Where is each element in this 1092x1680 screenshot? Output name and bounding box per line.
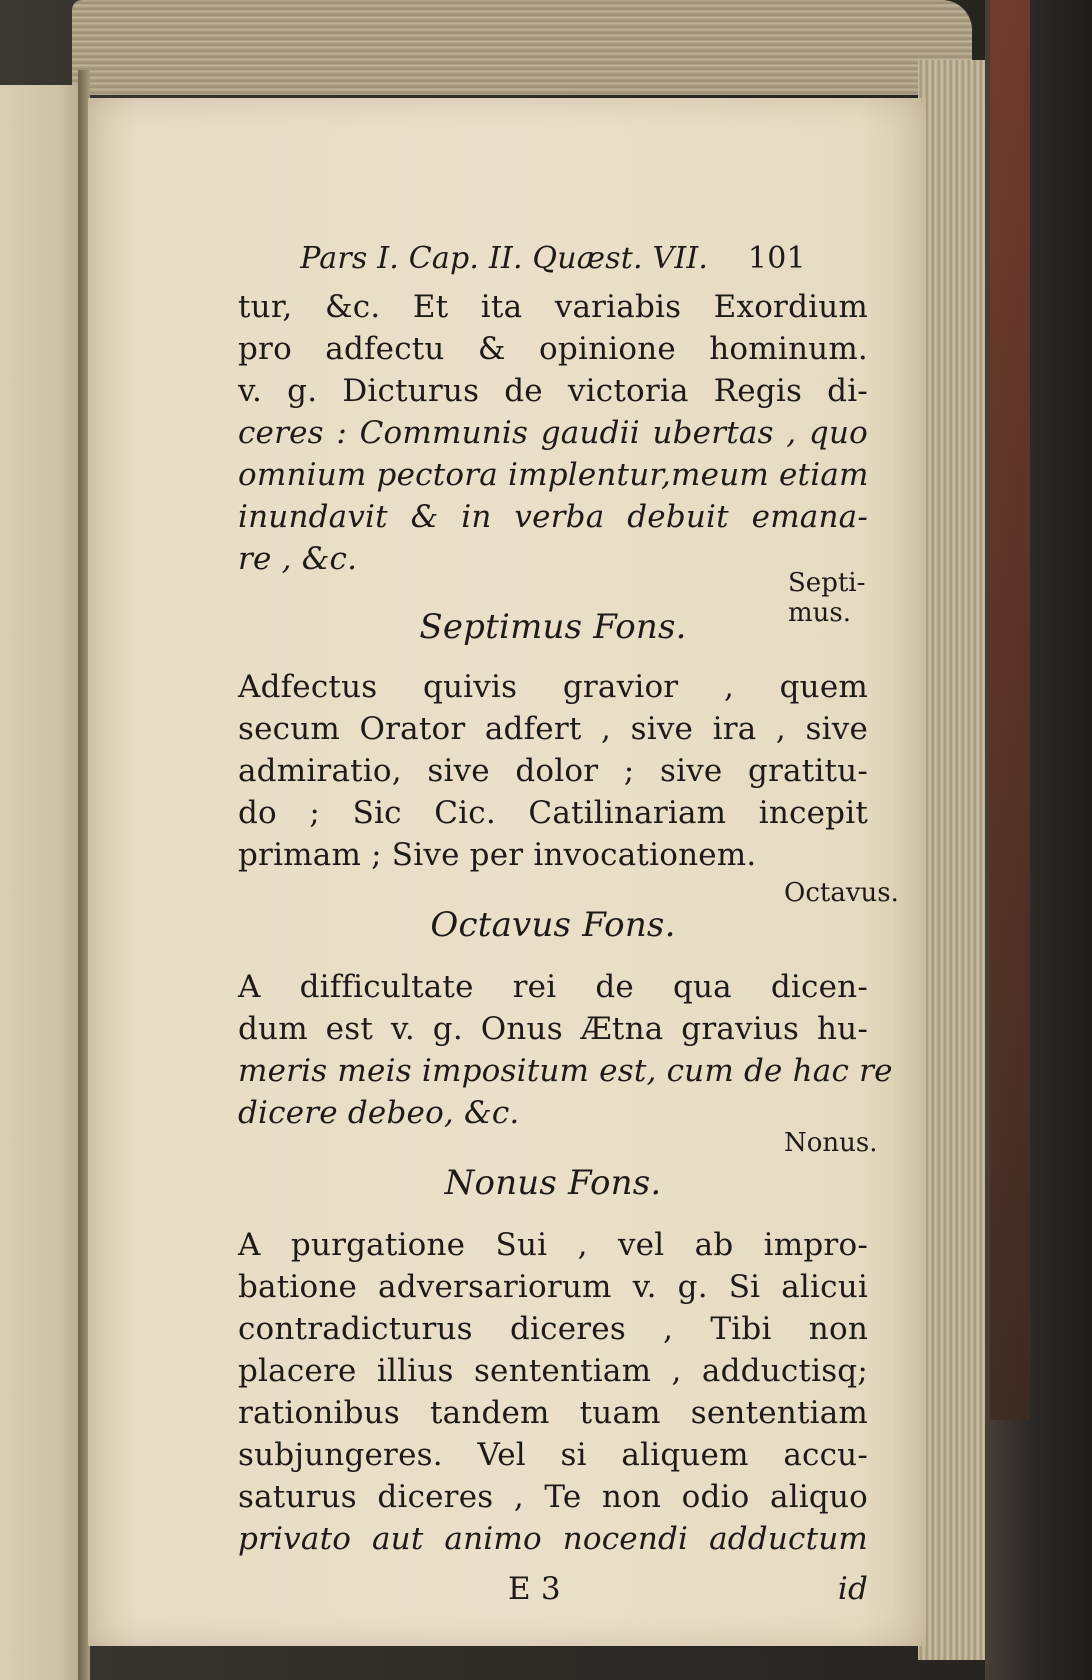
body-line: re , &c. bbox=[238, 541, 358, 577]
margin-note-septimus: Septi- mus. bbox=[788, 568, 866, 628]
running-title: Pars I. Cap. II. Quæst. VII. bbox=[300, 241, 709, 276]
section-line: meris meis impositum est, cum de hac re bbox=[238, 1053, 893, 1089]
running-header bbox=[238, 238, 868, 280]
body-line: inundavit & in verba debuit emana- bbox=[238, 499, 868, 535]
signature-mark: E 3 bbox=[508, 1571, 561, 1607]
page-footer bbox=[238, 1568, 868, 1610]
section-line: batione adversariorum v. g. Si alicui bbox=[238, 1269, 868, 1305]
section-heading: Septimus Fons. bbox=[419, 607, 687, 647]
catchword: id bbox=[837, 1571, 868, 1607]
book-page bbox=[88, 98, 926, 1646]
section-line: placere illius sententiam , adductisq; bbox=[238, 1353, 868, 1389]
section-line: contradicturus diceres , Tibi non bbox=[238, 1311, 868, 1347]
section-line: privato aut animo nocendi adductum bbox=[238, 1521, 868, 1557]
section-line: saturus diceres , Te non odio aliquo bbox=[238, 1479, 868, 1515]
body-line: tur, &c. Et ita variabis Exordium bbox=[238, 289, 868, 325]
section-heading: Octavus Fons. bbox=[430, 905, 676, 945]
margin-note-octavus: Octavus. bbox=[784, 878, 899, 908]
body-line: ceres : Communis gaudii ubertas , quo bbox=[238, 415, 868, 451]
body-line: omnium pectora implentur,meum etiam bbox=[238, 457, 869, 493]
section-line: do ; Sic Cic. Catilinariam incepit bbox=[238, 795, 868, 831]
book-top-edge bbox=[72, 0, 972, 95]
section-line: Adfectus quivis gravior , quem bbox=[238, 669, 868, 705]
section-line: dicere debeo, &c. bbox=[238, 1095, 520, 1131]
section-heading: Nonus Fons. bbox=[444, 1163, 662, 1203]
margin-note-nonus: Nonus. bbox=[784, 1128, 878, 1158]
section-line: A purgatione Sui , vel ab impro- bbox=[238, 1227, 868, 1263]
left-page-edge bbox=[0, 85, 84, 1680]
section-line: admiratio, sive dolor ; sive gratitu- bbox=[238, 753, 868, 789]
body-line: v. g. Dicturus de victoria Regis di- bbox=[238, 373, 868, 409]
section-line: subjungeres. Vel si aliquem accu- bbox=[238, 1437, 868, 1473]
section-line: secum Orator adfert , sive ira , sive bbox=[238, 711, 868, 747]
cover-leather bbox=[990, 0, 1030, 1420]
section-line: A difficultate rei de qua dicen- bbox=[238, 969, 868, 1005]
page-number: 101 bbox=[747, 241, 806, 276]
body-line: pro adfectu & opinione hominum. bbox=[238, 331, 868, 367]
section-line: primam ; Sive per invocationem. bbox=[238, 837, 757, 873]
section-line: dum est v. g. Onus Ætna gravius hu- bbox=[238, 1011, 868, 1047]
section-line: rationibus tandem tuam sententiam bbox=[238, 1395, 868, 1431]
page-stack-edge bbox=[918, 60, 988, 1660]
